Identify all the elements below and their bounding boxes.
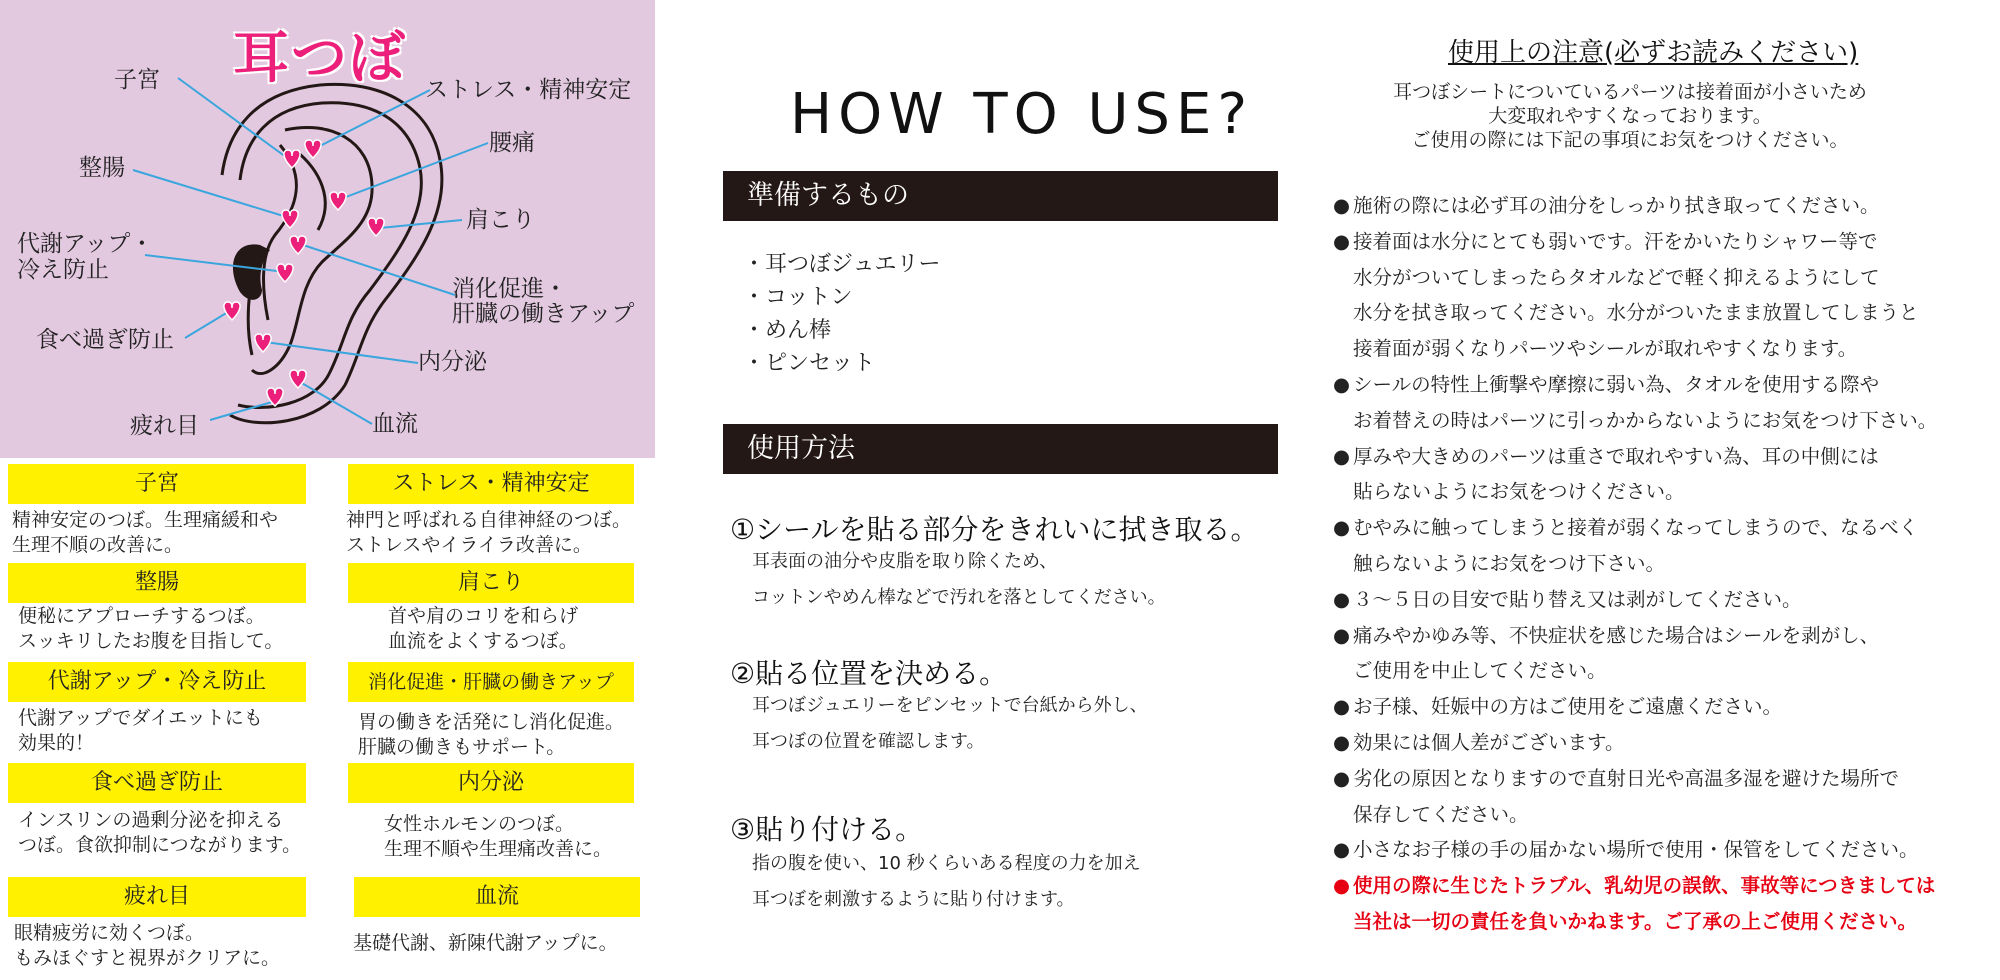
point-desc-shoka: 胃の働きを活発にし消化促進。 肝臓の働きもサポート。 [358,711,625,758]
point-desc-taisha: 代謝アップでダイエットにも 効果的！ [18,707,263,754]
step-1-title: ①シールを貼る部分をきれいに拭き取る。 [730,513,1259,546]
caution-item-text: 劣化の原因となりますので直射日光や高温多湿を避けた場所で [1353,766,1900,790]
bullet-icon: ● [1333,695,1351,719]
ear-diagram-title: 耳つぼ [233,25,407,91]
caution-item [1333,331,1998,367]
caution-item [1333,188,1998,224]
caution-item-text: 当社は一切の責任を負いかねます。ご了承の上ご使用ください。 [1353,909,1917,933]
step-3-text: 指の腹を使い、10 秒くらいある程度の力を加え 耳つぼを刺激するように貼り付けます。 [752,853,1141,910]
caution-item-text: 水分を拭き取ってください。水分がついたまま放置してしまうと [1353,301,1919,325]
point-desc-tsukareme: 眼精疲労に効くつぼ。 もみほぐすと視界がクリアに。 [14,922,281,969]
step-3-title: ③貼り付ける。 [730,813,924,846]
caution-item-text: ご使用を中止してください。 [1353,659,1607,683]
caution-list [1333,188,1998,940]
prep-list [743,248,941,380]
point-title-stress: ストレス・精神安定 [348,464,634,504]
point-title-seicho: 整腸 [8,563,306,603]
caution-item [1333,761,1998,797]
caution-item [1333,439,1998,475]
caution-item [1333,653,1998,689]
caution-item-text: シールの特性上衝撃や摩擦に弱い為、タオルを使用する際や [1353,372,1880,396]
caution-item [1333,725,1998,761]
point-title-tabesugi: 食べ過ぎ防止 [8,763,306,803]
bullet-icon: ● [1333,874,1351,898]
caution-item [1333,582,1998,618]
caution-item-text: むやみに触ってしまうと接着が弱くなってしまうので、なるべく [1353,516,1919,540]
point-desc-ketsuryu: 基礎代謝、新陳代謝アップに。 [353,932,618,954]
caution-item-text: 水分がついてしまったらタオルなどで軽く抑えるようにして [1353,265,1880,289]
bullet-icon: ● [1333,444,1351,468]
label-stress: ストレス・精神安定 [425,77,632,103]
caution-intro: 耳つぼシートについているパーツは接着面が小さいため 大変取れやすくなっております。 ご使用の際には下記の事項にお気をつけください。 [1393,81,1867,151]
caution-item [1333,295,1998,331]
step-1-text: 耳表面の油分や皮脂を取り除くため、 コットンやめん棒などで汚れを落としてください。 [752,551,1166,608]
caution-item-text: 使用の際に生じたトラブル、乳幼児の誤飲、事故等につきましては [1353,874,1936,898]
bullet-icon: ● [1333,229,1351,253]
prep-item: ・めん棒 [743,318,832,343]
point-desc-tabesugi: インスリンの過剰分泌を抑える つぼ。食欲抑制につながります。 [18,809,302,856]
point-title-shoka: 消化促進・肝臓の働きアップ [348,662,634,702]
caution-item [1333,904,1998,940]
caution-item-text: 施術の際には必ず耳の油分をしっかり拭き取ってください。 [1353,194,1880,217]
bullet-icon: ● [1333,838,1351,862]
caution-item-text: 保存してください。 [1353,802,1529,826]
label-taisha-2: 冷え防止 [17,257,109,283]
bullet-icon: ● [1333,194,1351,217]
point-title-shikyu: 子宮 [8,464,306,504]
label-naibunpi: 内分泌 [418,349,487,375]
caution-item-text: ３～５日の目安で貼り替え又は剥がしてください。 [1353,587,1802,611]
caution-item-text: 貼らないようにお気をつけください。 [1353,480,1685,504]
point-title-katakori: 肩こり [348,563,634,603]
label-taisha-1: 代謝アップ・ [17,231,154,257]
method-heading: 使用方法 [723,424,1278,474]
prep-item: ・ピンセット [743,351,876,376]
bullet-icon: ● [1333,372,1351,396]
howto-title: HOW TO USE? [790,82,1254,147]
point-title-tsukareme: 疲れ目 [8,877,306,917]
caution-heading: 使用上の注意(必ずお読みください) [1448,38,1859,68]
caution-item-text: 触らないようにお気をつけ下さい。 [1353,551,1666,575]
caution-item-text: 厚みや大きめのパーツは重さで取れやすい為、耳の中側には [1353,444,1879,468]
label-tabesugi: 食べ過ぎ防止 [36,327,174,353]
caution-item [1333,510,1998,546]
prep-item: ・コットン [743,285,853,310]
point-desc-shikyu: 精神安定のつぼ。生理痛緩和や 生理不順の改善に。 [12,509,279,556]
prep-heading: 準備するもの [723,171,1278,221]
caution-item-text: 痛みやかゆみ等、不快症状を感じた場合はシールを剥がし、 [1353,623,1880,647]
label-shoka-2: 肝臓の働きアップ [452,301,635,327]
label-seicho: 整腸 [79,155,125,181]
label-tsukareme: 疲れ目 [130,413,199,439]
point-desc-stress: 神門と呼ばれる自律神経のつぼ。 ストレスやイライラ改善に。 [346,509,632,556]
bullet-icon: ● [1333,623,1351,647]
caution-item-text: 接着面は水分にとても弱いです。汗をかいたりシャワー等で [1353,229,1878,253]
step-2-text: 耳つぼジュエリーをピンセットで台紙から外し、 耳つぼの位置を確認します。 [752,695,1148,752]
caution-item [1333,474,1998,510]
label-shoka-1: 消化促進・ [452,276,567,302]
bullet-icon: ● [1333,516,1351,540]
caution-item-text: お子様、妊娠中の方はご使用をご遠慮ください。 [1353,695,1783,719]
bullet-icon: ● [1333,766,1351,790]
caution-item [1333,367,1998,403]
caution-item-text: お着替えの時はパーツに引っかからないようにお気をつけ下さい。 [1353,408,1938,432]
point-desc-katakori: 首や肩のコリを和らげ 血流をよくするつぼ。 [388,605,579,652]
caution-item [1333,868,1998,904]
point-desc-seicho: 便秘にアプローチするつぼ。 スッキリしたお腹を目指して。 [18,605,284,652]
label-shikyu: 子宮 [114,67,160,93]
caution-item [1333,403,1998,439]
caution-item-text: 小さなお子様の手の届かない場所で使用・保管をしてください。 [1353,838,1919,862]
caution-item [1333,224,1998,260]
bullet-icon: ● [1333,587,1351,611]
caution-item [1333,618,1998,654]
step-2-title: ②貼る位置を決める。 [730,657,1008,690]
point-title-taisha: 代謝アップ・冷え防止 [8,662,306,702]
prep-item: ・耳つぼジュエリー [743,252,941,277]
caution-item [1333,546,1998,582]
label-katakori: 肩こり [466,207,535,233]
caution-item [1333,832,1998,868]
point-desc-naibunpi: 女性ホルモンのつぼ。 生理不順や生理痛改善に。 [384,813,613,860]
caution-item [1333,260,1998,296]
point-title-ketsuryu: 血流 [354,877,640,917]
label-yotsu: 腰痛 [489,130,535,156]
label-ketsuryu: 血流 [372,411,418,437]
caution-item [1333,689,1998,725]
bullet-icon: ● [1333,730,1351,754]
point-title-naibunpi: 内分泌 [348,763,634,803]
caution-item-text: 効果には個人差がございます。 [1353,730,1625,754]
caution-item-text: 接着面が弱くなりパーツやシールが取れやすくなります。 [1353,337,1858,361]
caution-item [1333,797,1998,833]
